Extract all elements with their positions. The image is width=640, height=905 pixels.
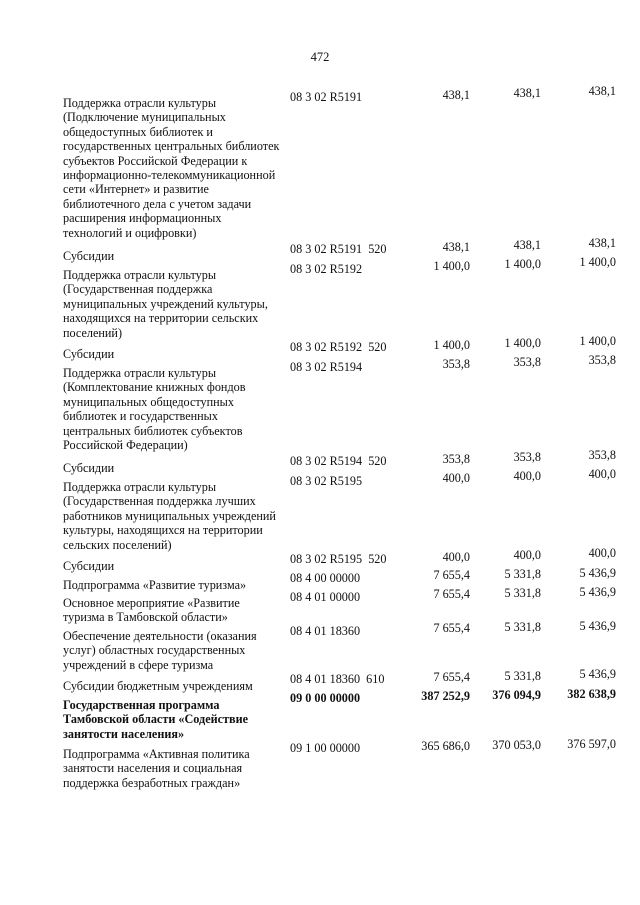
- row-value-1: 1 400,0: [433, 259, 470, 273]
- row-value-1: 7 655,4: [433, 670, 470, 684]
- row-name: Субсидии: [63, 249, 115, 263]
- row-name: Поддержка отрасли культуры (Комплектование книжных фондов муниципальных общедоступных библиотек и государственных центральных библиотек субъектов Российской Федерации): [63, 366, 246, 453]
- row-code: 08 3 02 R5192: [290, 262, 363, 276]
- row-code: 08 4 00 00000: [290, 571, 361, 585]
- row-value-2: 353,8: [513, 450, 541, 464]
- row-value-2: 370 053,0: [492, 738, 541, 752]
- row-value-1: 353,8: [442, 357, 470, 371]
- row-value-3: 353,8: [588, 353, 616, 367]
- row-name: Поддержка отрасли культуры (Государственная поддержка муниципальных учреждений культуры, находящихся на территории сельских поселений): [63, 268, 268, 340]
- row-value-1: 365 686,0: [421, 739, 470, 753]
- row-name: Подпрограмма «Развитие туризма»: [63, 578, 247, 592]
- row-name: Поддержка отрасли культуры (Государственная поддержка лучших работников муниципальных учреждений культуры, находящихся на территории сельских поселений): [63, 480, 276, 552]
- row-code: 09 1 00 00000: [290, 741, 361, 755]
- row-value-2: 376 094,9: [492, 688, 541, 702]
- row-code: 08 3 02 R5192 520: [290, 340, 387, 354]
- row-value-3: 5 436,9: [579, 566, 616, 580]
- row-code: 09 0 00 00000: [290, 691, 361, 705]
- row-code: 08 3 02 R5191 520: [290, 242, 387, 256]
- row-value-2: 438,1: [513, 238, 541, 252]
- row-code: 08 4 01 18360 610: [290, 672, 385, 686]
- row-value-2: 438,1: [513, 86, 541, 100]
- row-value-3: 382 638,9: [567, 687, 616, 701]
- row-value-2: 5 331,8: [504, 586, 541, 600]
- row-value-3: 400,0: [588, 546, 616, 560]
- row-value-1: 7 655,4: [433, 587, 470, 601]
- row-value-1: 400,0: [442, 471, 470, 485]
- row-value-3: 5 436,9: [579, 667, 616, 681]
- row-value-1: 387 252,9: [421, 689, 470, 703]
- row-name: Государственная программа Тамбовской области «Содействие занятости населения»: [63, 698, 249, 741]
- row-code: 08 3 02 R5191: [290, 90, 363, 104]
- row-value-3: 438,1: [588, 236, 616, 250]
- row-name: Поддержка отрасли культуры (Подключение муниципальных общедоступных библиотек и государственных центральных библиотек субъектов Российской Федерации к информационно-телекоммуникационной сети «Интернет» и развитие библиотечного дела с учетом задачи расширения информационных технологий и оцифровки): [63, 96, 280, 240]
- row-code: 08 3 02 R5194 520: [290, 454, 387, 468]
- row-value-2: 400,0: [513, 548, 541, 562]
- row-value-2: 1 400,0: [504, 257, 541, 271]
- row-name: Субсидии бюджетным учреждениям: [63, 679, 253, 693]
- row-code: 08 4 01 18360: [290, 624, 361, 638]
- row-name: Обеспечение деятельности (оказания услуг) областных государственных учреждений в сфере туризма: [63, 629, 257, 672]
- row-value-1: 7 655,4: [433, 568, 470, 582]
- row-value-1: 438,1: [442, 88, 470, 102]
- row-value-2: 5 331,8: [504, 620, 541, 634]
- row-value-2: 5 331,8: [504, 567, 541, 581]
- row-name: Субсидии: [63, 347, 115, 361]
- row-value-1: 400,0: [442, 550, 470, 564]
- row-value-3: 400,0: [588, 467, 616, 481]
- row-value-2: 5 331,8: [504, 669, 541, 683]
- row-value-3: 1 400,0: [579, 334, 616, 348]
- row-name: Субсидии: [63, 559, 115, 573]
- row-value-3: 438,1: [588, 84, 616, 98]
- row-name: Подпрограмма «Активная политика занятости населения и социальная поддержка безработных граждан»: [63, 747, 250, 790]
- row-code: 08 3 02 R5195: [290, 474, 363, 488]
- row-value-2: 353,8: [513, 355, 541, 369]
- row-value-2: 400,0: [513, 469, 541, 483]
- row-value-3: 1 400,0: [579, 255, 616, 269]
- row-value-1: 353,8: [442, 452, 470, 466]
- row-value-1: 1 400,0: [433, 338, 470, 352]
- row-code: 08 3 02 R5194: [290, 360, 363, 374]
- row-value-1: 7 655,4: [433, 621, 470, 635]
- row-value-3: 5 436,9: [579, 619, 616, 633]
- row-value-2: 1 400,0: [504, 336, 541, 350]
- row-code: 08 3 02 R5195 520: [290, 552, 387, 566]
- row-code: 08 4 01 00000: [290, 590, 361, 604]
- row-name: Основное мероприятие «Развитие туризма в Тамбовской области»: [63, 596, 240, 625]
- row-value-1: 438,1: [442, 240, 470, 254]
- row-name: Субсидии: [63, 461, 115, 475]
- page-number: 472: [310, 50, 330, 64]
- row-value-3: 376 597,0: [567, 737, 616, 751]
- row-value-3: 353,8: [588, 448, 616, 462]
- row-value-3: 5 436,9: [579, 585, 616, 599]
